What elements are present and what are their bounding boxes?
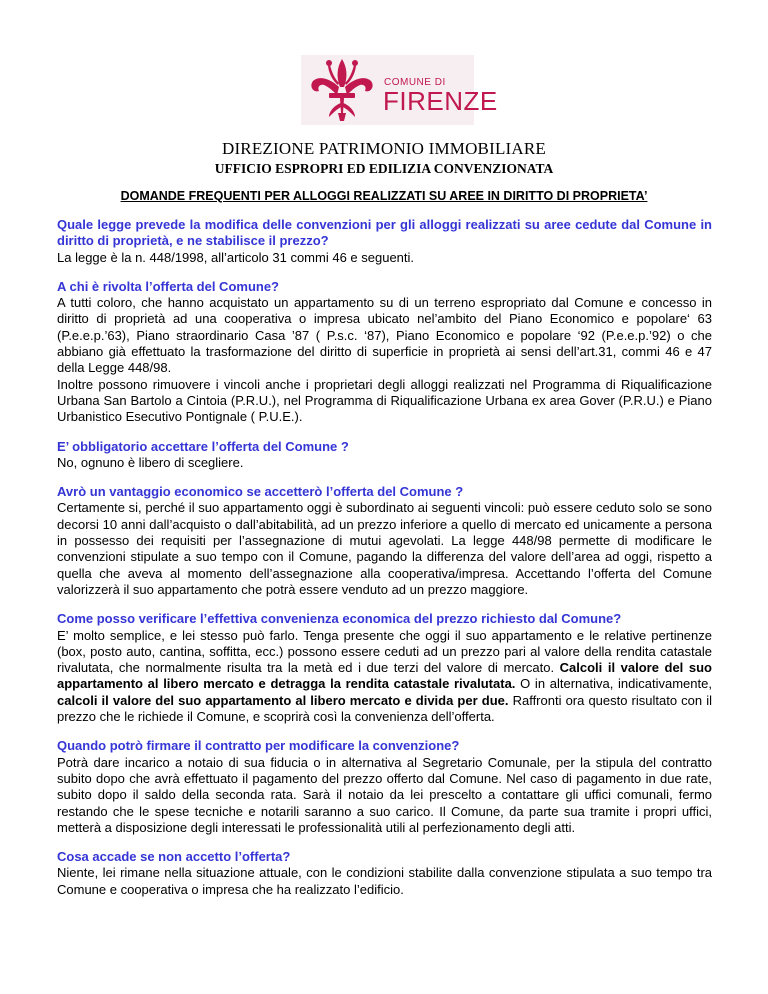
answer-paragraph: Certamente si, perché il suo appartamento oggi è subordinato ai seguenti vincoli: può essere ceduto solo se sono decorsi 10 anni dall’acquisto o dall’abitabilità, ad un prezzo inferiore a quello di mercato ed unicamente a persona in possesso dei requisiti per l’assegnazione di mutui agevolati. La legge 448/98 permette di modificare le convenzioni stipulate a suo tempo con il Comune, pagando la differenza del valore dell’area ad oggi, rispetto a quella che aveva al momento dell’assegnazione alla cooperativa/impresa. Accettando l’offerta del Comune valorizzerà il suo appartamento che potrà essere venduto ad un prezzo maggiore. <box>57 500 712 597</box>
answer-paragraph <box>57 628 712 726</box>
faq-question: Avrò un vantaggio economico se accetterò l’offerta del Comune ? <box>57 484 464 500</box>
answer-paragraph: Niente, lei rimane nella situazione attuale, con le condizioni stabilite dalla convenzione stipulata a suo tempo tra Comune e cooperativa o impresa che ha realizzato l’edificio. <box>57 865 712 897</box>
faq-question: Come posso verificare l’effettiva convenienza economica del prezzo richiesto dal Comune? <box>57 611 622 627</box>
faq-answer <box>57 865 712 898</box>
answer-bold-text: Calcoli il valore del suo appartamento al libero mercato e detragga la rendita catastale rivalutata. <box>57 660 712 692</box>
answer-paragraph: Potrà dare incarico a notaio di sua fiducia o in alternativa al Segretario Comunale, per la stipula del contratto subito dopo che avrà effettuato il pagamento del prezzo offerto dal Comune. Nel caso di pagamento in due rate, subito dopo il saldo della seconda rata. Sarà il notaio da lei prescelto a contattare gli uffici comunali, fermo restando che le spese tecniche e notarili saranno a suo carico. Il Comune, da parte sua tramite i propri uffici, metterà a disposizione degli interessati le professionalità utili al perfezionamento degli atti. <box>57 754 712 835</box>
document-title: DOMANDE FREQUENTI PER ALLOGGI REALIZZATI SU AREE IN DIRITTO DI PROPRIETA’ <box>120 189 648 203</box>
answer-paragraph: Inoltre possono rimuovere i vincoli anche i proprietari degli alloggi realizzati nel Programma di Riqualificazione Urbana San Bartolo a Cintoia (P.R.U.), nel Programma di Riqualificazione Urbana ex area Gover (P.R.U.) e Piano Urbanistico Esecutivo Pontignale ( P.U.E.). <box>57 376 712 425</box>
answer-text: Raffronti ora questo risultato con il prezzo che le richiede il Comune, e scoprirà così la convenienza dell’offerta. <box>57 692 712 725</box>
faq-question: A chi è rivolta l’offerta del Comune? <box>57 278 279 294</box>
department-heading: DIREZIONE PATRIMONIO IMMOBILIARE <box>221 139 547 158</box>
faq-answer <box>57 755 712 836</box>
faq-question: Cosa accade se non accetto l’offerta? <box>57 849 291 865</box>
faq-question: Quale legge prevede la modifica delle convenzioni per gli alloggi realizzati su aree cedute dal Comune in diritto di proprietà, e ne stabilisce il prezzo? <box>57 217 712 249</box>
faq-answer <box>57 295 712 425</box>
answer-paragraph: La legge è la n. 448/1998, all’articolo 31 commi 46 e seguenti. <box>57 249 415 265</box>
faq-question: Quando potrò firmare il contratto per modificare la convenzione? <box>57 738 460 754</box>
logo-text-firenze: FIRENZE <box>383 86 498 116</box>
faq-answer <box>57 455 712 471</box>
office-heading: UFFICIO ESPROPRI ED EDILIZIA CONVENZIONATA <box>214 161 554 176</box>
comune-di-firenze-logo <box>301 55 498 125</box>
faq-answer <box>57 628 712 726</box>
faq-question: E’ obbligatorio accettare l’offerta del Comune ? <box>57 438 349 454</box>
logo-text-comune-di: COMUNE DI <box>384 77 446 88</box>
answer-paragraph: A tutti coloro, che hanno acquistato un appartamento su di un terreno espropriato dal Comune e concesso in diritto di proprietà ad una cooperativa o impresa ubicato nel’ambito del Piano Economico e popolare‘ 63 (P.e.e.p.’63), Piano straordinario Casa ’87 ( P.s.c. ‘87), Piano Economico e popolare ‘92 (P.e.e.p.’92) o che abbiano già effettuato la trasformazione del diritto di superficie in proprietà ai sensi dell’art.31, commi 46 e 47 della Legge 448/98. <box>57 295 712 376</box>
answer-bold-text: calcoli il valore del suo appartamento al libero mercato e divida per due. <box>57 692 509 708</box>
answer-text: O in alternativa, indicativamente, <box>520 676 712 692</box>
faq-list <box>57 217 712 911</box>
answer-paragraph: No, ognuno è libero di scegliere. <box>57 454 244 470</box>
answer-text: E’ molto semplice, e lei stesso può farlo. Tenga presente che oggi il suo appartamento e le relative pertinenze (box, posto auto, cantina, soffitta, ecc.) possono essere ceduti ad un prezzo pari al valore della rendita catastale rivalutata, che normalmente risulta tra la metà ed i due terzi del valore di mercato. <box>57 627 712 676</box>
faq-answer <box>57 250 712 266</box>
faq-answer <box>57 500 712 598</box>
florentine-lily-icon <box>307 57 377 123</box>
